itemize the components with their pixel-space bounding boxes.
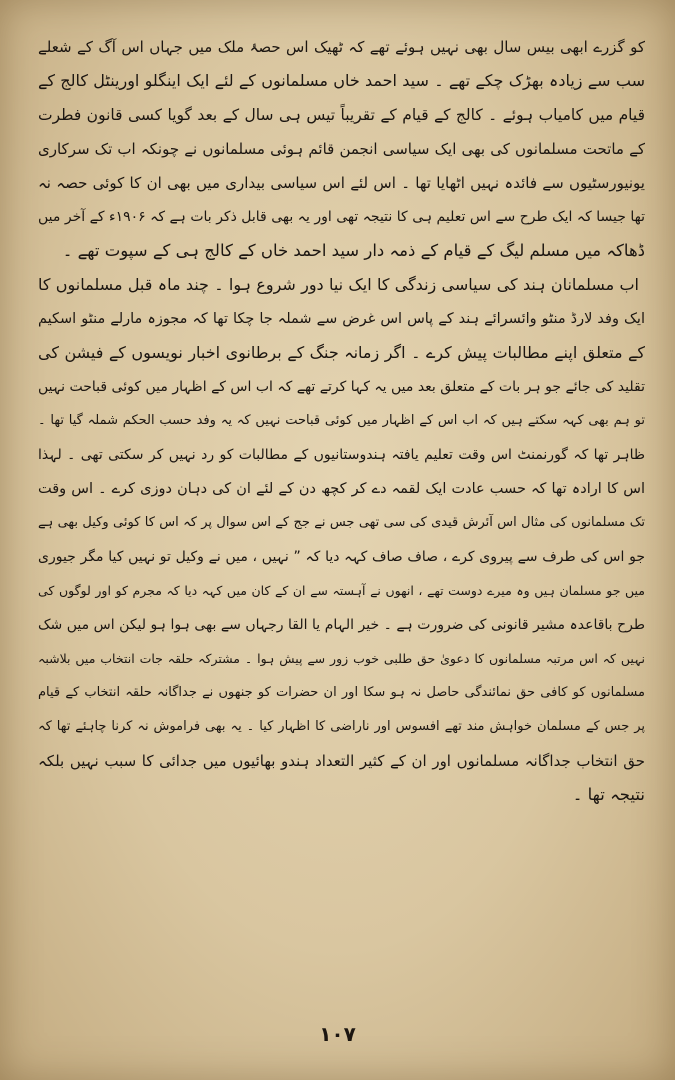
text-line: تقلید کی جائے جو ہر بات کے متعلق بعد میں یہ کہا کرتے تھے کہ اب اس کے اظہار میں کوئی قباحت نہیں bbox=[38, 379, 645, 395]
text-line: مسلمانوں کو کافی حق نمائندگی حاصل نہ ہو سکا اور ان حضرات کو جنھوں نے جداگانہ حلقہ انتخاب کے قیام bbox=[38, 685, 645, 700]
text-line: اس کا ارادہ تھا کہ حسب عادت ایک لقمہ دے کر کچھ دن کے لئے ان کی دہان دوزی کرے ۔ اس وقت bbox=[38, 481, 645, 497]
text-line: نہیں کہ اس مرتبہ مسلمانوں کا دعویٰ حق طلبی خوب زور سے پیش ہوا ۔ مشترکہ حلقہ جات انتخاب میں بلاشبہ bbox=[38, 651, 645, 666]
text-line: جو اس کی طرف سے پیروی کرے ، صاف صاف کہہ دیا کہ ” نہیں ، میں نے وکیل تو نہیں کیا مگر جیوری bbox=[38, 549, 645, 565]
text-line: کو گزرے ابھی بیس سال بھی نہیں ہوئے تھے کہ ٹھیک اس حصۂ ملک میں جہاں اس آگ کے شعلے bbox=[38, 38, 645, 56]
text-line: کے متعلق اپنے مطالبات پیش کرے ۔ اگر زمانہ جنگ کے برطانوی اخبار نویسوں کے فیشن کی bbox=[38, 343, 645, 362]
text-line: یونیورسٹیوں سے فائدہ نہیں اٹھایا تھا ۔ اس لئے اس سیاسی بیداری میں بھی ان کا کوئی حصہ نہ bbox=[38, 174, 645, 192]
text-line: تک مسلمانوں کی مثال اس آئرش قیدی کی سی تھی جس نے جج کے اس سوال پر کہ اس کا کوئی وکیل بھی ہے bbox=[38, 515, 645, 530]
text-line: طرح باقاعدہ مشیر قانونی کی ضرورت ہے ۔ خیر الہام یا القا رجہاں سے بھی ہوا ہو لیکن اس میں شک bbox=[38, 617, 645, 633]
text-line: تو ہم بھی کہہ سکتے ہیں کہ اب اس کے اظہار میں کوئی قباحت نہیں کہ یہ وفد حسب الحکم شملہ گیا تھا ۔ bbox=[38, 413, 645, 428]
text-line: پر جس کے مسلمان خواہش مند تھے افسوس اور ناراضی کا اظہار کیا ۔ یہ بھی فراموش نہ کرنا چاہئے تھا کہ bbox=[38, 719, 645, 734]
page-number: ۱۰۷ bbox=[319, 1022, 356, 1046]
text-line: قیام میں کامیاب ہوئے ۔ کالج کے قیام کے تقریباً تیس ہی سال کے بعد گویا کسی قانون فطرت bbox=[38, 106, 645, 124]
text-line: حق انتخاب جداگانہ مسلمانوں اور ان کے کثیر التعداد ہندو بھائیوں میں جدائی کا سبب نہیں بلکہ bbox=[38, 752, 645, 770]
text-line: کے ماتحت مسلمانوں کی بھی ایک سیاسی انجمن قائم ہوئی مسلمانوں نے چونکہ اب تک سرکاری bbox=[38, 140, 645, 158]
paragraph-start-line: اب مسلمانان ہند کی سیاسی زندگی کا ایک نیا دور شروع ہوا ۔ چند ماہ قبل مسلمانوں کا bbox=[38, 275, 639, 294]
text-line: میں جو مسلمان ہیں وہ میرے دوست تھے ، انھوں نے آہستہ سے ان کے کان میں کہہ دیا کہ مجرم کو اور لوگوں کی bbox=[38, 583, 645, 598]
text-line: ایک وفد لارڈ منٹو وائسرائے ہند کے پاس اس غرض سے شملہ جا چکا تھا کہ مجوزہ مارلے منٹو اسکیم bbox=[38, 311, 645, 327]
paragraph-end-line: نتیجہ تھا ۔ bbox=[572, 785, 645, 804]
text-line: تھا جیسا کہ ایک طرح سے اس تعلیم ہی کا نتیجہ تھی اور یہ بھی قابل ذکر بات ہے کہ ۱۹۰۶ء کے آخر میں bbox=[38, 209, 645, 225]
text-line: سب سے زیادہ بھڑک چکے تھے ۔ سید احمد خاں مسلمانوں کے لئے ایک اینگلو اورینٹل کالج کے bbox=[38, 71, 645, 90]
paragraph-end-line: ڈھاکہ میں مسلم لیگ کے قیام کے ذمہ دار سید احمد خاں کے کالج ہی کے سپوت تھے ۔ bbox=[62, 241, 645, 260]
urdu-text-body bbox=[38, 30, 645, 812]
text-line: ظاہر تھا کہ گورنمنٹ اس وقت تعلیم یافتہ ہندوستانیوں کے مطالبات کو رد نہیں کر سکتی تھی ۔ لہذا bbox=[38, 447, 645, 463]
